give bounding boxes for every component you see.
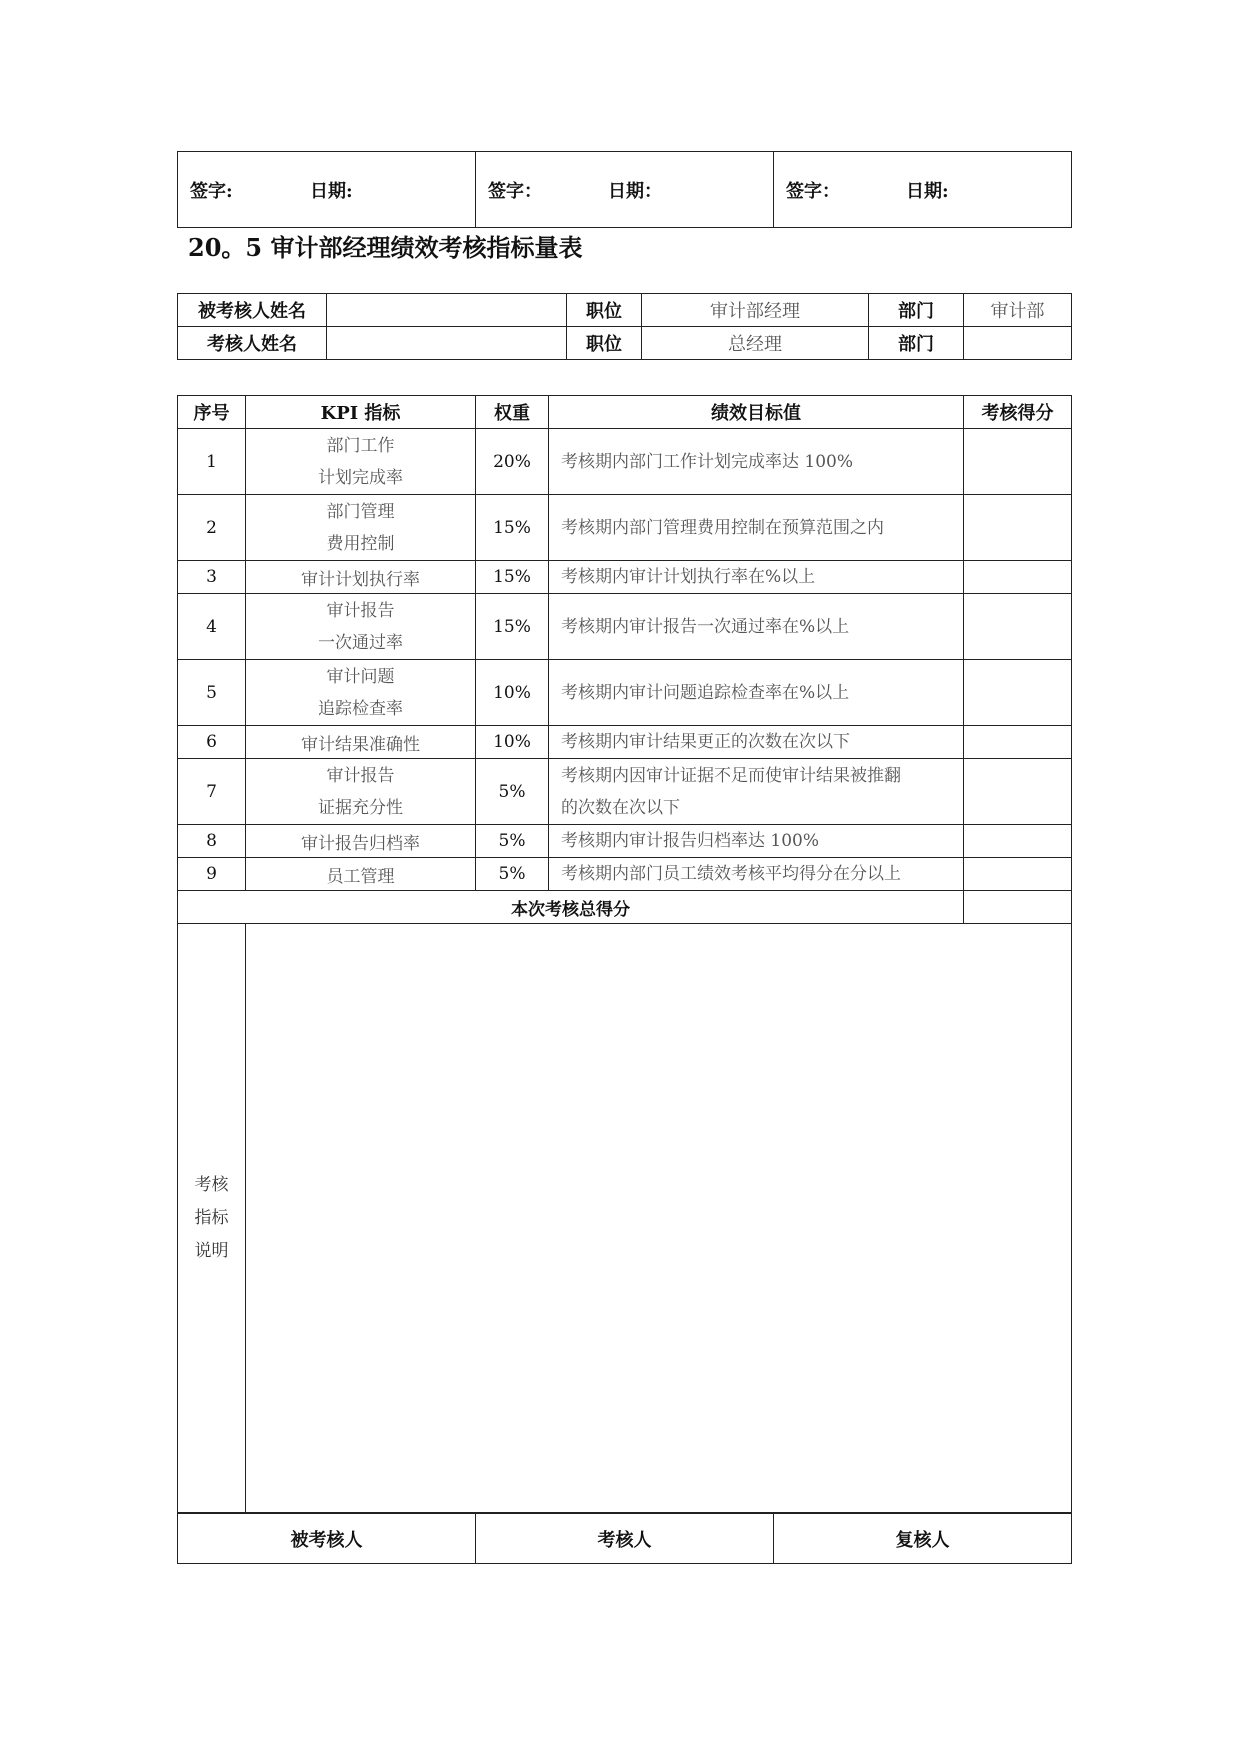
kpi-name: 员工管理 [246,858,476,891]
signature-cell-2[interactable] [476,152,774,228]
kpi-line: 审计问题 [326,666,395,687]
kpi-line: 计划完成率 [318,467,403,488]
table-row [178,726,1072,759]
table-row [178,825,1072,858]
row-no: 5 [178,660,246,726]
weight: 15% [476,594,549,660]
score-cell[interactable] [964,825,1072,858]
total-score-label: 本次考核总得分 [178,891,964,924]
total-score-cell[interactable] [964,891,1072,924]
target: 考核期内审计结果更正的次数在次以下 [549,726,964,759]
weight: 20% [476,429,549,495]
kpi-name: 审计报告归档率 [246,825,476,858]
score-cell[interactable] [964,495,1072,561]
assessor-dept-value[interactable] [964,327,1072,360]
row-no: 3 [178,561,246,594]
row-no: 2 [178,495,246,561]
notes-label-line: 说明 [194,1240,229,1261]
date-label: 日期： [608,180,662,202]
assessor-position-value[interactable]: 总经理 [642,327,869,360]
signature-table [177,151,1072,228]
notes-label-line: 指标 [194,1207,229,1228]
score-cell[interactable] [964,858,1072,891]
weight: 5% [476,759,549,825]
assessee-name-label: 被考核人姓名 [178,294,327,327]
score-cell[interactable] [964,594,1072,660]
weight: 5% [476,825,549,858]
notes-label [178,924,246,1513]
weight: 15% [476,561,549,594]
kpi-line: 审计报告 [326,600,395,621]
target-line: 的次数在次以下 [561,797,680,818]
row-no: 6 [178,726,246,759]
signature-cell-3[interactable] [774,152,1072,228]
info-table [177,293,1072,360]
dept-label: 部门 [869,294,964,327]
table-row [178,759,1072,825]
score-cell[interactable] [964,660,1072,726]
date-label: 日期: [310,180,353,202]
assessee-dept-value[interactable]: 审计部 [964,294,1072,327]
target: 考核期内部门员工绩效考核平均得分在分以上 [549,858,964,891]
kpi-line: 审计报告 [326,765,395,786]
header-target: 绩效目标值 [549,396,964,429]
footer-table [177,1513,1072,1564]
weight: 5% [476,858,549,891]
target [549,759,964,825]
notes-content[interactable] [246,924,1072,1513]
kpi-line: 部门工作 [326,435,395,456]
weight: 10% [476,726,549,759]
kpi-name [246,759,476,825]
kpi-line: 费用控制 [326,533,395,554]
sign-label: 签字: [190,180,233,202]
kpi-table [177,395,1072,1513]
header-kpi: KPI 指标 [246,396,476,429]
table-row [178,561,1072,594]
section-title: 20。5 审计部经理绩效考核指标量表 [188,233,583,262]
weight: 15% [476,495,549,561]
row-no: 8 [178,825,246,858]
footer-reviewer[interactable]: 复核人 [774,1514,1072,1564]
kpi-line: 一次通过率 [318,632,403,653]
position-label: 职位 [567,327,642,360]
score-cell[interactable] [964,429,1072,495]
footer-assessor[interactable]: 考核人 [476,1514,774,1564]
kpi-name: 审计计划执行率 [246,561,476,594]
target: 考核期内审计计划执行率在%以上 [549,561,964,594]
assessor-name-field[interactable] [327,327,567,360]
header-weight: 权重 [476,396,549,429]
header-score: 考核得分 [964,396,1072,429]
dept-label: 部门 [869,327,964,360]
position-label: 职位 [567,294,642,327]
assessee-position-value[interactable]: 审计部经理 [642,294,869,327]
target: 考核期内审计报告归档率达 100% [549,825,964,858]
table-row [178,495,1072,561]
signature-cell-1[interactable] [178,152,476,228]
sign-label: 签字： [786,180,840,202]
kpi-line: 证据充分性 [318,797,403,818]
kpi-name [246,660,476,726]
kpi-line: 追踪检查率 [318,698,403,719]
row-no: 4 [178,594,246,660]
row-no: 9 [178,858,246,891]
assessor-name-label: 考核人姓名 [178,327,327,360]
row-no: 1 [178,429,246,495]
score-cell[interactable] [964,759,1072,825]
table-row [178,594,1072,660]
row-no: 7 [178,759,246,825]
table-row [178,429,1072,495]
kpi-name [246,429,476,495]
header-no: 序号 [178,396,246,429]
sign-label: 签字： [488,180,542,202]
kpi-name: 审计结果准确性 [246,726,476,759]
table-row [178,660,1072,726]
target: 考核期内部门工作计划完成率达 100% [549,429,964,495]
target-line: 考核期内因审计证据不足而使审计结果被推翻 [561,765,901,786]
date-label: 日期: [906,180,949,202]
score-cell[interactable] [964,726,1072,759]
kpi-name [246,594,476,660]
kpi-line: 部门管理 [326,501,395,522]
target: 考核期内审计问题追踪检查率在%以上 [549,660,964,726]
notes-label-line: 考核 [194,1174,229,1195]
table-row [178,858,1072,891]
target: 考核期内部门管理费用控制在预算范围之内 [549,495,964,561]
weight: 10% [476,660,549,726]
score-cell[interactable] [964,561,1072,594]
assessee-name-field[interactable] [327,294,567,327]
footer-assessee[interactable]: 被考核人 [178,1514,476,1564]
kpi-name [246,495,476,561]
target: 考核期内审计报告一次通过率在%以上 [549,594,964,660]
